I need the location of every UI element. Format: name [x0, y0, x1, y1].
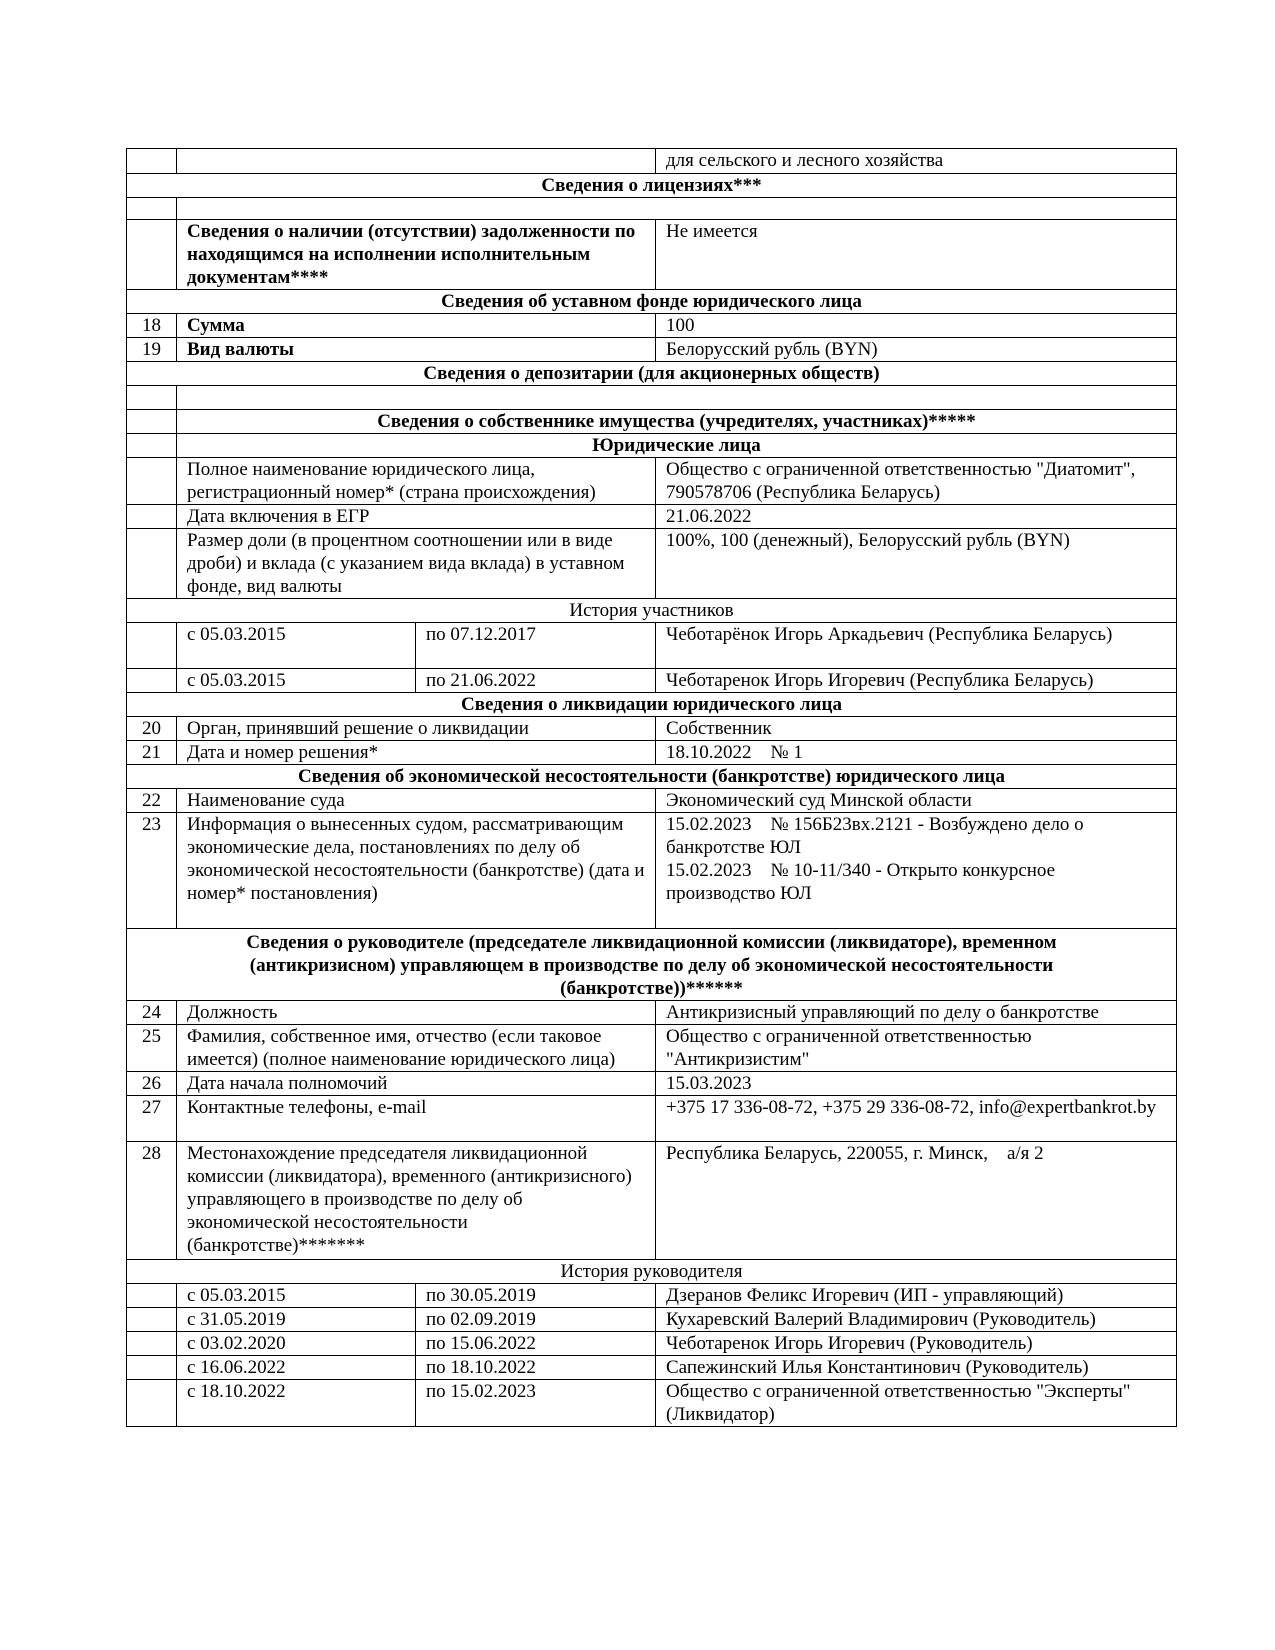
history-row: [127, 1356, 1177, 1380]
row-value: 100%, 100 (денежный), Белорусский рубль (BYN): [656, 529, 1177, 599]
table-row: [127, 741, 1177, 765]
table-row: [127, 314, 1177, 338]
history-from: с 05.03.2015: [177, 1284, 416, 1308]
history-row: [127, 1332, 1177, 1356]
table-row: [127, 529, 1177, 599]
history-to: по 15.06.2022: [416, 1332, 656, 1356]
depository-empty-row: [127, 386, 1177, 410]
row-value: Антикризисный управляющий по делу о банкротстве: [656, 1001, 1177, 1025]
row-label: Дата начала полномочий: [177, 1072, 656, 1096]
row-number: 19: [127, 338, 177, 362]
row-number: 23: [127, 813, 177, 929]
row-number: 24: [127, 1001, 177, 1025]
land-purpose-value: для сельского и лесного хозяйства: [656, 149, 1177, 174]
row-label: Информация о вынесенных судом, рассматривающим экономические дела, постановлениях по делу об экономической несостоятельности (банкротстве) (дата и номер* постановления): [177, 813, 656, 929]
row-label: Местонахождение председателя ликвидационной комиссии (ликвидатора), временного (антикризисного) управляющего в производстве по делу об экономической несостоятельности (банкротстве)*******: [177, 1142, 656, 1260]
row-label: Орган, принявший решение о ликвидации: [177, 717, 656, 741]
row-value: 21.06.2022: [656, 505, 1177, 529]
history-row: [127, 669, 1177, 693]
row-number: 28: [127, 1142, 177, 1260]
row-label: Фамилия, собственное имя, отчество (если таковое имеется) (полное наименование юридического лица): [177, 1025, 656, 1072]
manager-header: Сведения о руководителе (председателе ликвидационной комиссии (ликвидаторе), временном (антикризисном) управляющем в производстве по делу об экономической несостоятельности (банкротстве))******: [127, 929, 1177, 1001]
legal-entities-header-row: [127, 434, 1177, 458]
row-label: Дата и номер решения*: [177, 741, 656, 765]
history-from: с 05.03.2015: [177, 669, 416, 693]
history-to: по 30.05.2019: [416, 1284, 656, 1308]
history-row: [127, 1284, 1177, 1308]
table-row: [127, 1072, 1177, 1096]
row-number: 22: [127, 789, 177, 813]
liquidation-header: Сведения о ликвидации юридического лица: [127, 693, 1177, 717]
court-ruling-1: 15.02.2023 № 156Б23вх.2121 - Возбуждено дело о банкротстве ЮЛ: [666, 814, 1089, 858]
history-from: с 05.03.2015: [177, 623, 416, 669]
history-to: по 21.06.2022: [416, 669, 656, 693]
history-row: [127, 1380, 1177, 1427]
history-name: Чеботарёнок Игорь Аркадьевич (Республика Беларусь): [656, 623, 1177, 669]
row-label: Контактные телефоны, e-mail: [177, 1096, 656, 1142]
court-ruling-2: 15.02.2023 № 10-11/340 - Открыто конкурсное производство ЮЛ: [666, 860, 1060, 904]
row-value: [656, 813, 1177, 929]
bankruptcy-header-row: [127, 765, 1177, 789]
licenses-empty-row: [127, 198, 1177, 220]
row-label: Полное наименование юридического лица, регистрационный номер* (страна происхождения): [177, 458, 656, 505]
row-value: Общество с ограниченной ответственностью "Антикризистим": [656, 1025, 1177, 1072]
history-from: с 18.10.2022: [177, 1380, 416, 1427]
history-to: по 15.02.2023: [416, 1380, 656, 1427]
participants-history-header-row: [127, 599, 1177, 623]
manager-history-header-row: [127, 1260, 1177, 1284]
table-row: [127, 458, 1177, 505]
row-value: 100: [656, 314, 1177, 338]
row-label: Дата включения в ЕГР: [177, 505, 656, 529]
row-label: Должность: [177, 1001, 656, 1025]
liquidation-header-row: [127, 693, 1177, 717]
history-name: Кухаревский Валерий Владимирович (Руководитель): [656, 1308, 1177, 1332]
participants-history-header: История участников: [127, 599, 1177, 623]
row-number: 27: [127, 1096, 177, 1142]
land-purpose-row: [127, 149, 1177, 174]
manager-header-row: [127, 929, 1177, 1001]
row-value: Собственник: [656, 717, 1177, 741]
row-number: 18: [127, 314, 177, 338]
table-row: [127, 1001, 1177, 1025]
history-row: [127, 1308, 1177, 1332]
table-row: [127, 505, 1177, 529]
licenses-header-row: [127, 174, 1177, 198]
legal-entities-header: Юридические лица: [177, 434, 1177, 458]
history-name: Чеботаренок Игорь Игоревич (Республика Беларусь): [656, 669, 1177, 693]
history-name: Общество с ограниченной ответственностью "Эксперты" (Ликвидатор): [656, 1380, 1177, 1427]
history-to: по 02.09.2019: [416, 1308, 656, 1332]
owners-header-row: [127, 410, 1177, 434]
row-number: 26: [127, 1072, 177, 1096]
owners-header: Сведения о собственнике имущества (учредителях, участниках)*****: [177, 410, 1177, 434]
depository-header: Сведения о депозитарии (для акционерных обществ): [127, 362, 1177, 386]
depository-header-row: [127, 362, 1177, 386]
history-to: по 18.10.2022: [416, 1356, 656, 1380]
row-label: Наименование суда: [177, 789, 656, 813]
history-name: Чеботаренок Игорь Игоревич (Руководитель): [656, 1332, 1177, 1356]
row-value: Экономический суд Минской области: [656, 789, 1177, 813]
bankruptcy-header: Сведения об экономической несостоятельности (банкротстве) юридического лица: [127, 765, 1177, 789]
history-from: с 03.02.2020: [177, 1332, 416, 1356]
fund-header-row: [127, 290, 1177, 314]
row-value: Общество с ограниченной ответственностью "Диатомит", 790578706 (Республика Беларусь): [656, 458, 1177, 505]
row-label: Сумма: [177, 314, 656, 338]
history-from: с 31.05.2019: [177, 1308, 416, 1332]
row-number: 20: [127, 717, 177, 741]
registry-table: [126, 148, 1177, 1427]
row-value: Белорусский рубль (BYN): [656, 338, 1177, 362]
table-row: [127, 1096, 1177, 1142]
table-row: [127, 1142, 1177, 1260]
table-row: [127, 789, 1177, 813]
fund-header: Сведения об уставном фонде юридического лица: [127, 290, 1177, 314]
debt-label: Сведения о наличии (отсутствии) задолженности по находящимся на исполнении исполнительным документам****: [177, 220, 656, 290]
row-label: Размер доли (в процентном соотношении или в виде дроби) и вклада (с указанием вида вклада) в уставном фонде, вид валюты: [177, 529, 656, 599]
table-row: [127, 338, 1177, 362]
debt-row: [127, 220, 1177, 290]
history-row: [127, 623, 1177, 669]
history-name: Сапежинский Илья Константинович (Руководитель): [656, 1356, 1177, 1380]
row-value: 15.03.2023: [656, 1072, 1177, 1096]
row-label: Вид валюты: [177, 338, 656, 362]
history-from: с 16.06.2022: [177, 1356, 416, 1380]
manager-history-header: История руководителя: [127, 1260, 1177, 1284]
history-to: по 07.12.2017: [416, 623, 656, 669]
table-row: [127, 813, 1177, 929]
table-row: [127, 1025, 1177, 1072]
licenses-header: Сведения о лицензиях***: [127, 174, 1177, 198]
row-number: 25: [127, 1025, 177, 1072]
table-row: [127, 717, 1177, 741]
row-value: +375 17 336-08-72, +375 29 336-08-72, info@expertbankrot.by: [656, 1096, 1177, 1142]
row-number: 21: [127, 741, 177, 765]
debt-value: Не имеется: [656, 220, 1177, 290]
row-value: 18.10.2022 № 1: [656, 741, 1177, 765]
row-value: Республика Беларусь, 220055, г. Минск, а/я 2: [656, 1142, 1177, 1260]
history-name: Дзеранов Феликс Игоревич (ИП - управляющий): [656, 1284, 1177, 1308]
